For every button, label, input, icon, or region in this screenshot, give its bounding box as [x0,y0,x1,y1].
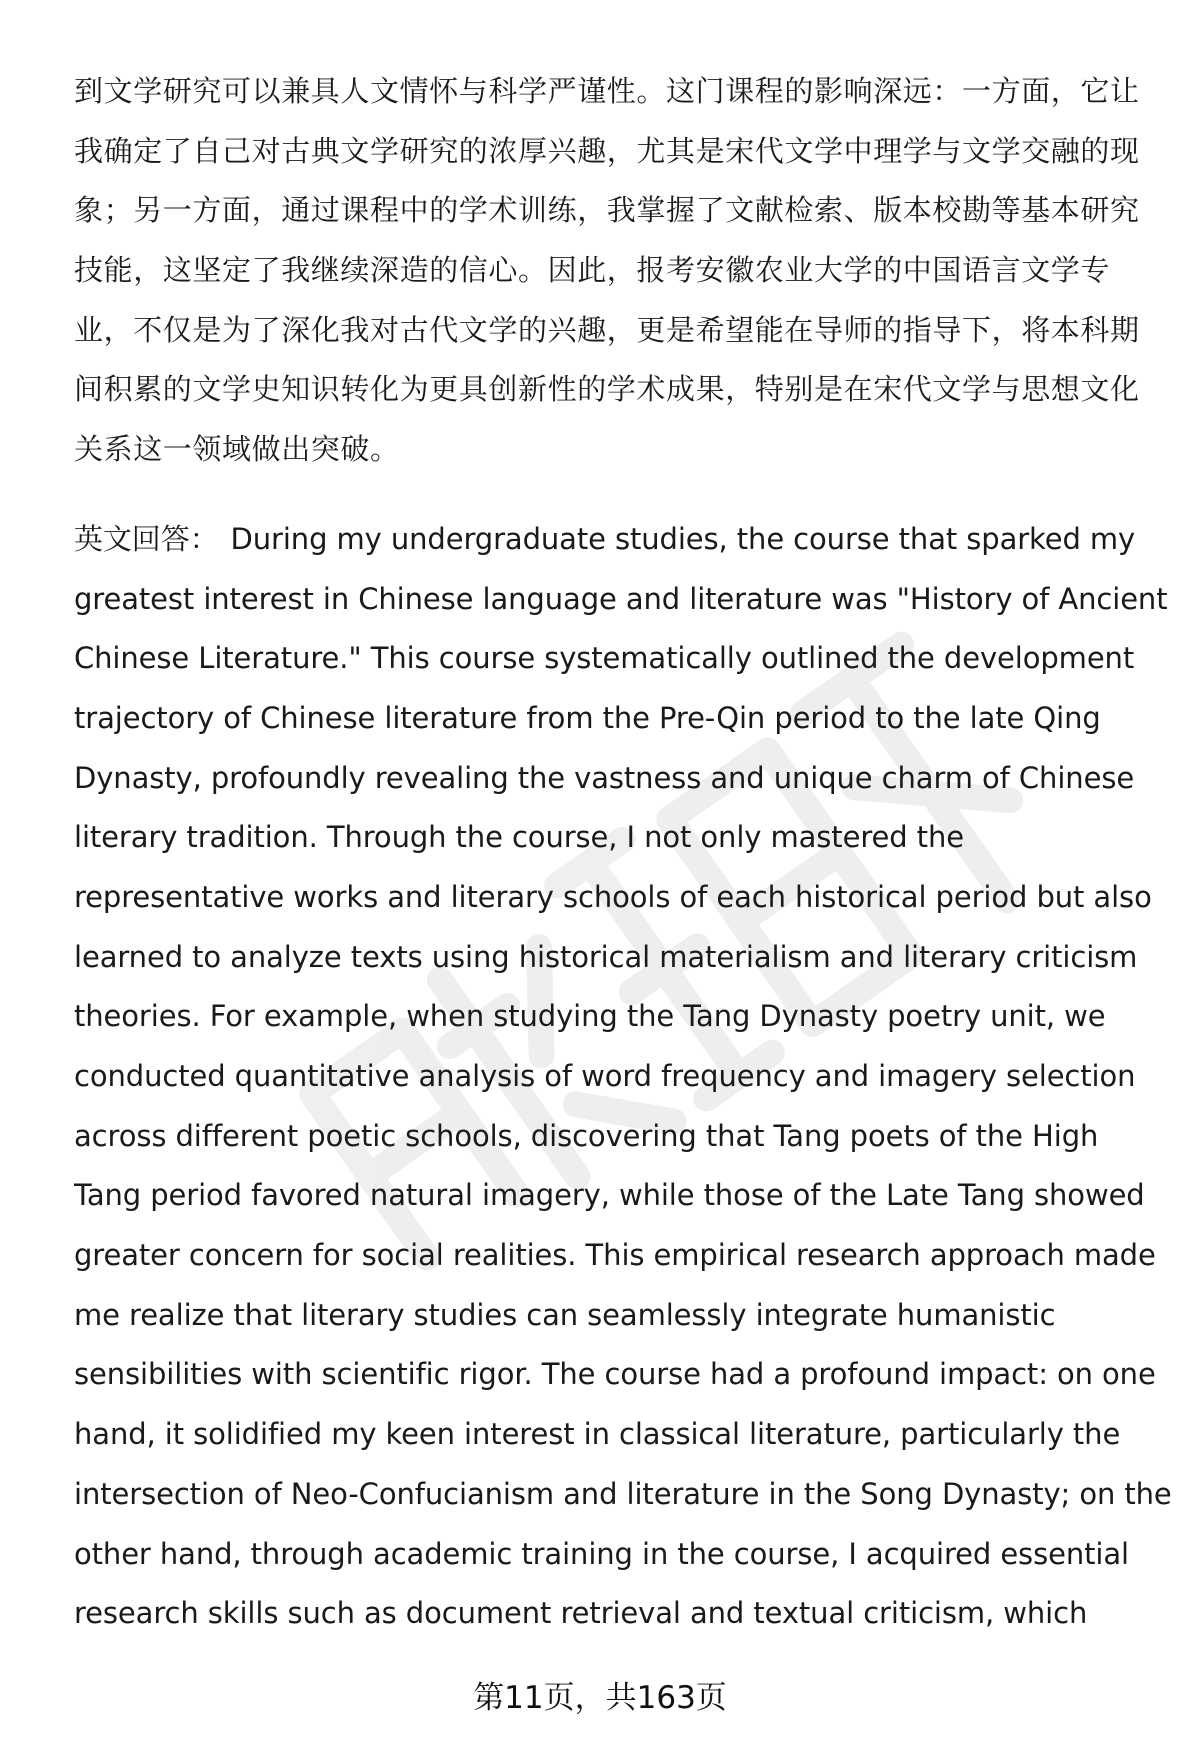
text-line: other hand, through academic training in the course, I acquired essential [74,1536,1129,1571]
text-line: me realize that literary studies can seamlessly integrate humanistic [74,1297,1056,1332]
text-line: representative works and literary schools of each historical period but also [74,879,1152,914]
text-line: 技能，这坚定了我继续深造的信心。因此，报考安徽农业大学的中国语言文学专 [74,253,1111,288]
text-line: hand, it solidified my keen interest in classical literature, particularly the [74,1417,1121,1452]
text-line: greatest interest in Chinese language and literature was "History of Ancient [74,581,1168,616]
text-line: 业，不仅是为了深化我对古代文学的兴趣，更是希望能在导师的指导下，将本科期 [74,312,1140,347]
chinese-paragraph [74,62,1164,480]
text-line [74,510,1164,570]
text-line: conducted quantitative analysis of word frequency and imagery selection [74,1059,1136,1093]
text-line: across different poetic schools, discovering that Tang poets of the High [74,1118,1099,1153]
text-line: trajectory of Chinese literature from the Pre-Qin period to the late Qing [74,700,1101,735]
text-line: greater concern for social realities. This empirical research approach made [74,1238,1156,1273]
text-line: Dynasty, profoundly revealing the vastness and unique charm of Chinese [74,760,1135,795]
page-body [74,62,1172,1644]
text-line: sensibilities with scientific rigor. The course had a profound impact: on one [74,1357,1156,1392]
page-number-footer: 第11页，共163页 [473,1680,727,1716]
text-line: 间积累的文学史知识转化为更具创新性的学术成果，特别是在宋代文学与思想文化 [74,372,1140,407]
text-line: 我确定了自己对古典文学研究的浓厚兴趣，尤其是宋代文学中理学与文学交融的现 [74,133,1140,168]
text-line: 到文学研究可以兼具人文情怀与科学严谨性。这门课程的影响深远：一方面，它让 [74,74,1140,108]
english-answer-paragraph [74,510,1172,1644]
english-answer-label: 英文回答： [74,521,219,556]
text-line: research skills such as document retrieval and textual criticism, which [74,1596,1088,1631]
text-line: theories. For example, when studying the Tang Dynasty poetry unit, we [74,999,1106,1034]
text-line: 关系这一领域做出突破。 [74,432,400,467]
text-line: Chinese Literature." This course systematically outlined the development [74,641,1135,676]
text-line: learned to analyze texts using historical materialism and literary criticism [74,939,1138,974]
text-line: intersection of Neo-Confucianism and literature in the Song Dynasty; on the [74,1476,1172,1511]
text-line: Tang period favored natural imagery, while those of the Late Tang showed [74,1178,1145,1213]
text-line: literary tradition. Through the course, I not only mastered the [74,820,964,855]
english-first-line: During my undergraduate studies, the course that sparked my [230,521,1136,556]
text-line: 象；另一方面，通过课程中的学术训练，我掌握了文献检索、版本校勘等基本研究 [74,193,1140,228]
